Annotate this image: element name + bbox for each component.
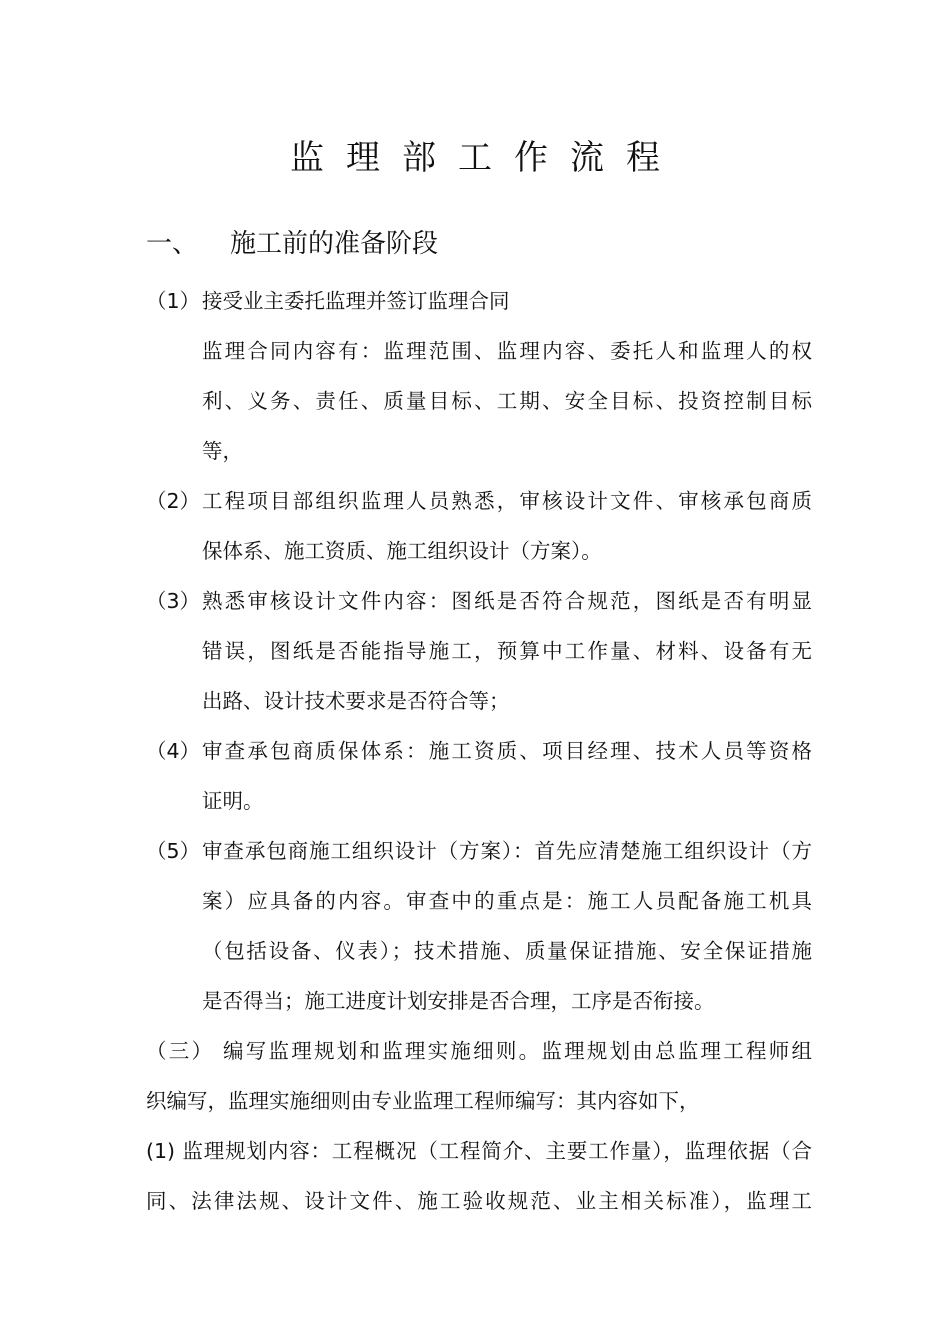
item-marker: （5） bbox=[146, 839, 201, 863]
item-text-line: 工程项目部组织监理人员熟悉，审核设计文件、审核承包商质 bbox=[202, 489, 812, 513]
list-item bbox=[146, 326, 812, 476]
list-item bbox=[146, 576, 812, 726]
item-text-line: 监理合同内容有：监理范围、监理内容、委托人和监理人的权 bbox=[202, 339, 812, 363]
item-marker: （4） bbox=[146, 739, 201, 763]
item-text-line: 审查承包商施工组织设计（方案）：首先应清楚施工组织设计（方 bbox=[202, 839, 812, 863]
item-text-line: 熟悉审核设计文件内容：图纸是否符合规范，图纸是否有明显 bbox=[202, 589, 812, 613]
section-heading-1 bbox=[146, 226, 438, 262]
item-marker: （1） bbox=[146, 289, 201, 313]
item-marker bbox=[146, 326, 202, 476]
item-text-line: 保体系、施工资质、施工组织设计（方案）。 bbox=[202, 539, 602, 563]
paragraph-line: (1) 监理规划内容：工程概况（工程简介、主要工作量），监理依据（合 bbox=[146, 1139, 812, 1163]
item-text-line: 错误，图纸是否能指导施工，预算中工作量、材料、设备有无 bbox=[202, 639, 812, 663]
page-title: 监理部工作流程 bbox=[290, 138, 682, 178]
item-text-line: （包括设备、仪表）；技术措施、质量保证措施、安全保证措施 bbox=[202, 939, 812, 963]
section-title: 施工前的准备阶段 bbox=[230, 229, 439, 259]
item-text-line: 接受业主委托监理并签订监理合同 bbox=[202, 289, 510, 313]
list-item bbox=[146, 276, 812, 326]
item-text-line: 审查承包商质保体系：施工资质、项目经理、技术人员等资格 bbox=[202, 739, 812, 763]
list-item bbox=[146, 826, 812, 1026]
item-marker: （3） bbox=[146, 589, 201, 613]
item-marker: （2） bbox=[146, 489, 201, 513]
list-item bbox=[146, 726, 812, 826]
item-text-line: 是否得当；施工进度计划安排是否合理，工序是否衔接。 bbox=[202, 989, 715, 1013]
item-text-line: 证明。 bbox=[202, 789, 264, 813]
paragraph-line: 同、法律法规、设计文件、施工验收规范、业主相关标准），监理工 bbox=[146, 1189, 812, 1213]
section-number: 一、 bbox=[146, 229, 199, 259]
item-text-line: 利、义务、责任、质量目标、工期、安全目标、投资控制目标 bbox=[202, 389, 812, 413]
item-text-line: 等， bbox=[202, 439, 243, 463]
section-3-paragraph bbox=[146, 1026, 812, 1226]
list-item bbox=[146, 476, 812, 576]
paragraph-line: （三） 编写监理规划和监理实施细则。监理规划由总监理工程师组 bbox=[146, 1039, 812, 1063]
paragraph-line: 织编写，监理实施细则由专业监理工程师编写：其内容如下， bbox=[146, 1089, 700, 1113]
item-list bbox=[146, 276, 812, 1226]
item-text-line: 案）应具备的内容。审查中的重点是：施工人员配备施工机具 bbox=[202, 889, 812, 913]
item-text-line: 出路、设计技术要求是否符合等； bbox=[202, 689, 510, 713]
